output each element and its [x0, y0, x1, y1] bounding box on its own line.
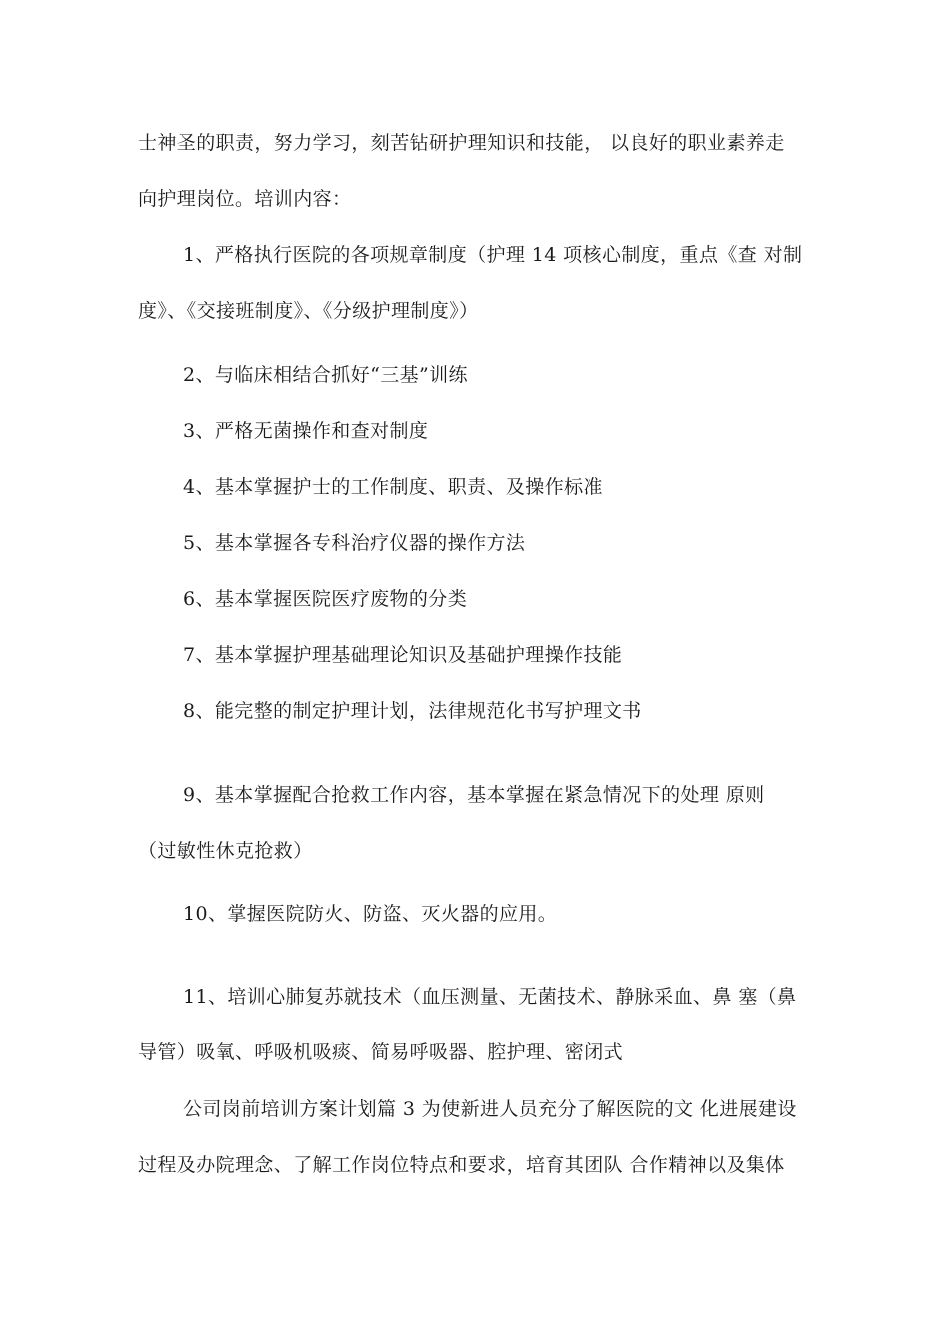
list-item-6: 6、基本掌握医院医疗废物的分类 [183, 588, 468, 610]
text-line-1: 士神圣的职责，努力学习，刻苦钻研护理知识和技能， 以良好的职业素养走 [138, 132, 785, 154]
list-item-11-line-1: 11、培训心肺复苏就技术（血压测量、无菌技术、静脉采血、鼻 塞（鼻 [183, 986, 797, 1008]
list-item-8: 8、能完整的制定护理计划，法律规范化书写护理文书 [183, 700, 642, 722]
list-item-5: 5、基本掌握各专科治疗仪器的操作方法 [183, 532, 526, 554]
list-item-1-line-2: 度》、《交接班制度》、《分级护理制度》） [138, 300, 479, 322]
list-item-4: 4、基本掌握护士的工作制度、职责、及操作标准 [183, 476, 603, 498]
text-line-2: 向护理岗位。培训内容： [138, 188, 352, 210]
list-item-9-line-1: 9、基本掌握配合抢救工作内容，基本掌握在紧急情况下的处理 原则 [183, 784, 765, 806]
paragraph-line-1: 公司岗前培训方案计划篇 3 为使新进人员充分了解医院的文 化进展建设 [183, 1098, 797, 1120]
paragraph-line-2: 过程及办院理念、了解工作岗位特点和要求，培育其团队 合作精神以及集体 [138, 1154, 785, 1176]
list-item-3: 3、严格无菌操作和查对制度 [183, 420, 429, 442]
list-item-11-line-2: 导管）吸氧、呼吸机吸痰、简易呼吸器、腔护理、密闭式 [138, 1041, 624, 1063]
list-item-10: 10、掌握医院防火、防盗、灭火器的应用。 [183, 903, 558, 925]
list-item-7: 7、基本掌握护理基础理论知识及基础护理操作技能 [183, 644, 623, 666]
list-item-1-line-1: 1、严格执行医院的各项规章制度（护理 14 项核心制度，重点《查 对制 [183, 244, 803, 266]
list-item-9-line-2: （过敏性休克抢救） [138, 840, 313, 862]
list-item-2: 2、与临床相结合抓好“三基”训练 [183, 364, 468, 386]
